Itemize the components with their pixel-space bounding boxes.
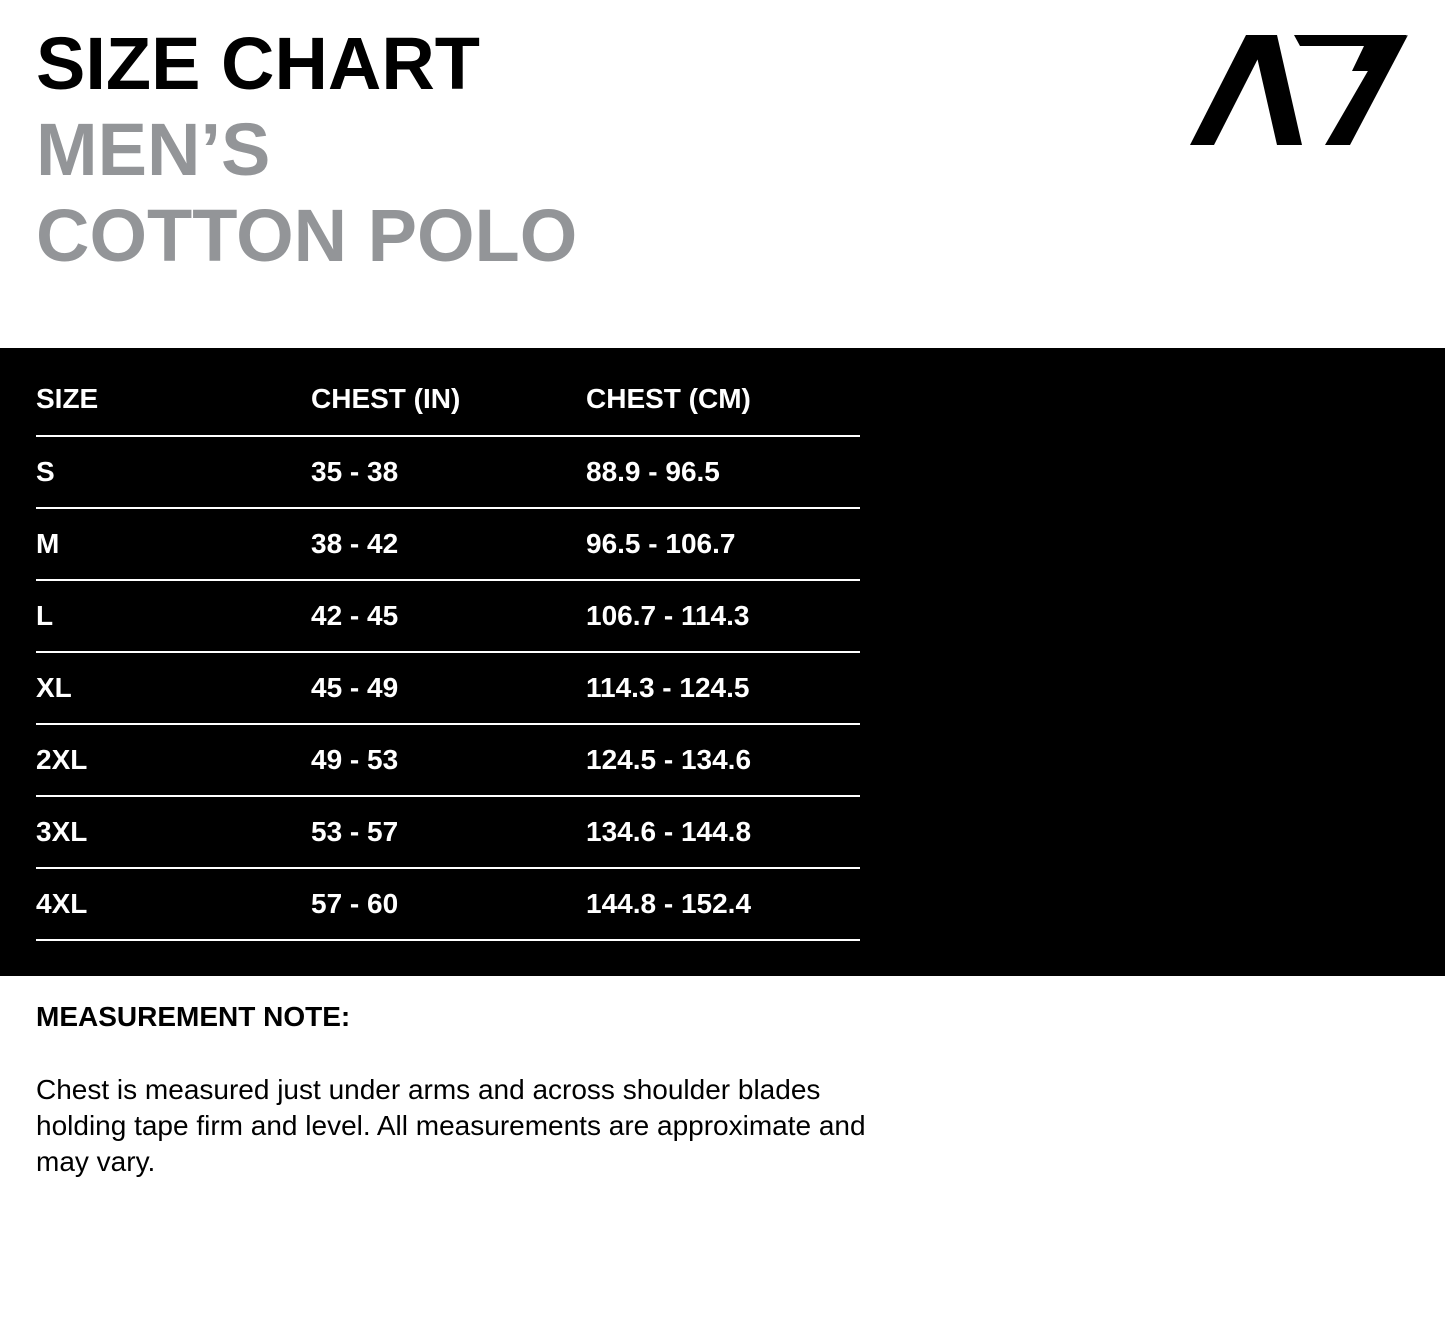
size-table bbox=[36, 348, 860, 941]
cell-chest-in: 49 - 53 bbox=[311, 744, 399, 775]
cell-chest-cm: 88.9 - 96.5 bbox=[586, 456, 720, 487]
cell-chest-cm: 144.8 - 152.4 bbox=[586, 888, 752, 919]
table-row bbox=[36, 509, 860, 581]
cell-chest-in: 42 - 45 bbox=[311, 600, 399, 631]
a7-logo-icon bbox=[1190, 35, 1408, 145]
cell-chest-in: 35 - 38 bbox=[311, 456, 399, 487]
table-row bbox=[36, 581, 860, 653]
cell-chest-cm: 134.6 - 144.8 bbox=[586, 816, 752, 847]
cell-size: S bbox=[36, 456, 55, 487]
table-row bbox=[36, 725, 860, 797]
header-chest-in: CHEST (IN) bbox=[311, 383, 461, 414]
header-chest-cm: CHEST (CM) bbox=[586, 383, 751, 414]
cell-size: M bbox=[36, 528, 60, 559]
subtitle-product: COTTON POLO bbox=[36, 194, 578, 277]
cell-size: XL bbox=[36, 672, 72, 703]
table-row bbox=[36, 437, 860, 509]
cell-chest-cm: 96.5 - 106.7 bbox=[586, 528, 736, 559]
cell-size: L bbox=[36, 600, 54, 631]
table-row bbox=[36, 797, 860, 869]
table-row bbox=[36, 869, 860, 941]
size-table-section bbox=[0, 348, 1445, 976]
measurement-note-title: MEASUREMENT NOTE: bbox=[36, 1001, 351, 1032]
cell-size: 3XL bbox=[36, 816, 88, 847]
cell-chest-in: 53 - 57 bbox=[311, 816, 399, 847]
subtitle-gender: MEN’S bbox=[36, 108, 271, 191]
measurement-note-body: Chest is measured just under arms and across shoulder blades holding tape firm and level. All measurements are approximate and may vary. bbox=[36, 1074, 866, 1177]
cell-size: 2XL bbox=[36, 744, 88, 775]
header-size: SIZE bbox=[36, 383, 99, 414]
cell-chest-in: 57 - 60 bbox=[311, 888, 399, 919]
page-title: SIZE CHART bbox=[36, 22, 480, 105]
cell-chest-cm: 114.3 - 124.5 bbox=[586, 672, 750, 703]
cell-size: 4XL bbox=[36, 888, 88, 919]
table-header bbox=[36, 348, 860, 437]
cell-chest-cm: 106.7 - 114.3 bbox=[586, 600, 750, 631]
cell-chest-cm: 124.5 - 134.6 bbox=[586, 744, 752, 775]
table-row bbox=[36, 653, 860, 725]
cell-chest-in: 45 - 49 bbox=[311, 672, 399, 703]
cell-chest-in: 38 - 42 bbox=[311, 528, 399, 559]
